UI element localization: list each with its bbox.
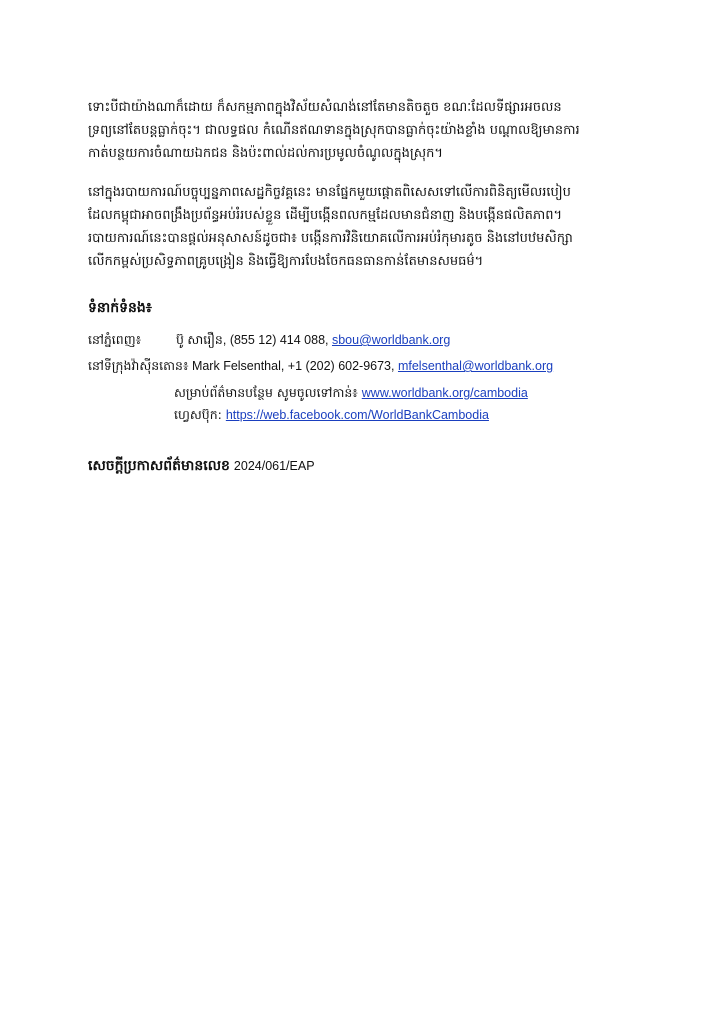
contact-phnom-penh xyxy=(88,330,450,350)
facebook-row xyxy=(174,405,489,425)
paragraph-line: ទោះបីជាយ៉ាងណាក៏ដោយ ក៏សកម្មភាពក្នុងវិស័យសំណង់នៅតែមានតិចតួច ខណៈដែលទីផ្សារអចលន xyxy=(88,100,562,115)
press-release-number xyxy=(88,456,315,477)
contacts-heading: ទំនាក់ទំនង៖ xyxy=(88,300,152,316)
contact-label: នៅទីក្រុងវ៉ាស៊ីនតោន៖ xyxy=(88,358,189,373)
paragraph-line: ដែលកម្ពុជាអាចពង្រឹងប្រព័ន្ធអប់រំរបស់ខ្លួន ដើម្បីបង្កើនពលកម្មដែលមានជំនាញ និងបង្កើនផលិតភាព។ xyxy=(88,208,563,223)
paragraph-line: របាយការណ៍នេះបានផ្តល់អនុសាសន៍ដូចជា៖ បង្កើនការវិនិយោគលើការអប់រំកុមារតូច និងនៅបឋមសិក្សា xyxy=(88,231,573,246)
body-paragraph-1 xyxy=(88,96,640,165)
paragraph-line: លើកកម្ពស់ប្រសិទ្ធភាពគ្រូបង្រៀន និងធ្វើឱ្យការបែងចែកធនធានកាន់តែមានសមធម៌។ xyxy=(88,254,484,269)
more-info-label: សម្រាប់ព័ត៌មានបន្ថែម សូមចូលទៅកាន់៖ xyxy=(174,385,362,400)
contact-washington xyxy=(88,356,553,376)
email-link[interactable]: mfelsenthal@worldbank.org xyxy=(397,359,554,373)
paragraph-line: កាត់បន្ថយការចំណាយឯកជន និងប៉ះពាល់ដល់ការប្រមូលចំណូលក្នុងស្រុក។ xyxy=(88,146,443,161)
website-link[interactable]: www.worldbank.org/cambodia xyxy=(361,386,528,400)
facebook-label: ហ្វេសប៊ុក: xyxy=(174,407,226,422)
contact-label: នៅភ្នំពេញ៖ xyxy=(88,332,142,347)
paragraph-line: នៅក្នុងរបាយការណ៍បច្ចុប្បន្នភាពសេដ្ឋកិច្ចវគ្គនេះ មានផ្នែកមួយផ្តោតពិសេសទៅលើការពិនិត្យមើលរបៀប xyxy=(88,185,571,200)
contact-name-phone: ប៊ូ សារឿន, (855 12) 414 088, xyxy=(176,333,332,347)
press-release-label: សេចក្តីប្រកាសព័ត៌មានលេខ xyxy=(88,458,230,474)
press-release-id: 2024/061/EAP xyxy=(233,459,315,473)
email-link[interactable]: sbou@worldbank.org xyxy=(331,333,451,347)
contact-name-phone: Mark Felsenthal, +1 (202) 602-9673, xyxy=(188,359,398,373)
paragraph-line: ទ្រព្យនៅតែបន្តធ្លាក់ចុះ។ ជាលទ្ធផល កំណើនឥណទានក្នុងស្រុកបានធ្លាក់ចុះយ៉ាងខ្លាំង បណ្តាលឱ្យមានការ xyxy=(88,123,580,138)
more-info-row xyxy=(174,383,528,403)
body-paragraph-2 xyxy=(88,181,640,273)
facebook-link[interactable]: https://web.facebook.com/WorldBankCambodia xyxy=(225,408,489,422)
